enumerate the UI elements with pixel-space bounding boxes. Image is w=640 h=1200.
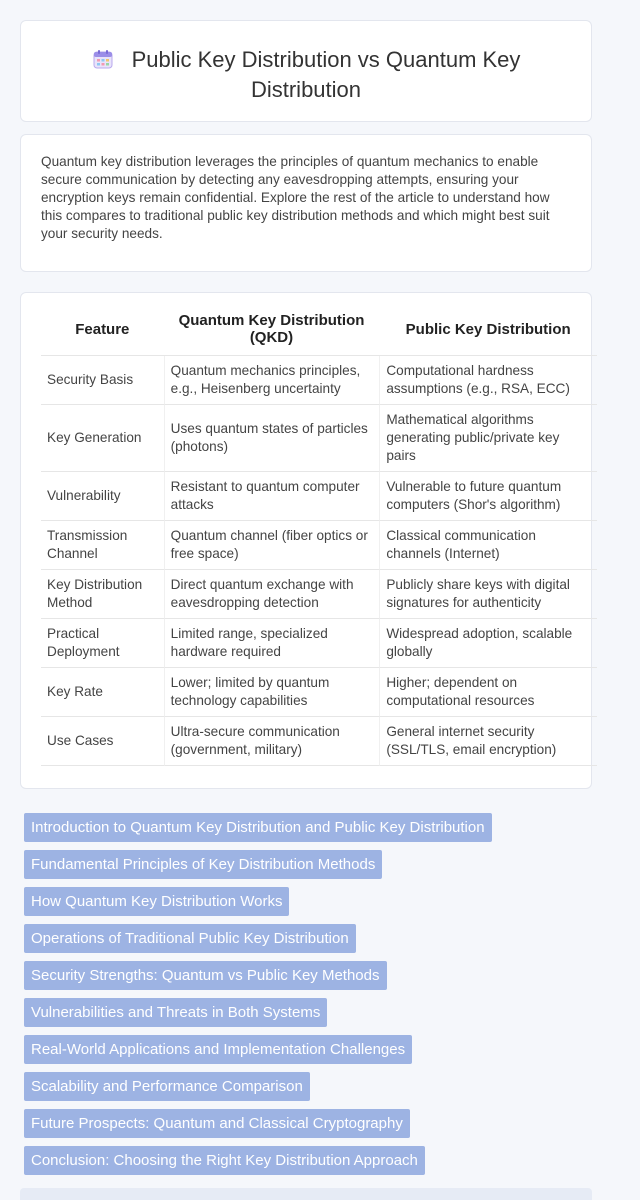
qkd-cell: Limited range, specialized hardware required — [164, 619, 380, 668]
header-pkd: Public Key Distribution — [379, 305, 597, 356]
header-qkd: Quantum Key Distribution (QKD) — [164, 305, 380, 356]
feature-cell: Use Cases — [41, 717, 164, 766]
qkd-cell: Quantum mechanics principles, e.g., Heisenberg uncertainty — [164, 356, 380, 405]
toc-link[interactable]: Security Strengths: Quantum vs Public Key Methods — [24, 961, 387, 990]
qkd-cell: Ultra-secure communication (government, military) — [164, 717, 380, 766]
title-card — [20, 20, 592, 122]
table-of-contents — [24, 813, 492, 1183]
pkd-cell: Mathematical algorithms generating public/private key pairs — [379, 405, 597, 472]
toc-link[interactable]: Future Prospects: Quantum and Classical Cryptography — [24, 1109, 410, 1138]
feature-cell: Key Generation — [41, 405, 164, 472]
table-row — [41, 356, 597, 405]
feature-cell: Vulnerability — [41, 472, 164, 521]
bottom-card-edge — [20, 1188, 592, 1200]
feature-cell: Security Basis — [41, 356, 164, 405]
pkd-cell: Higher; dependent on computational resources — [379, 668, 597, 717]
toc-link[interactable]: Real-World Applications and Implementation Challenges — [24, 1035, 412, 1064]
title-text: Public Key Distribution vs Quantum Key Distribution — [131, 47, 521, 102]
pkd-cell: Computational hardness assumptions (e.g., RSA, ECC) — [379, 356, 597, 405]
intro-text: Quantum key distribution leverages the principles of quantum mechanics to enable secure communication by detecting any eavesdropping attempts, ensuring your encryption keys remain confidential. Explore the rest of the article to understand how this compares to traditional public key distribution methods and which might best suit your security needs. — [41, 154, 550, 241]
table-row — [41, 570, 597, 619]
toc-link[interactable]: Introduction to Quantum Key Distribution and Public Key Distribution — [24, 813, 492, 842]
comparison-table — [41, 305, 597, 766]
qkd-cell: Quantum channel (fiber optics or free space) — [164, 521, 380, 570]
table-row — [41, 717, 597, 766]
table-row — [41, 521, 597, 570]
feature-cell: Key Rate — [41, 668, 164, 717]
intro-card — [20, 134, 592, 272]
toc-link[interactable]: Scalability and Performance Comparison — [24, 1072, 310, 1101]
feature-cell: Transmission Channel — [41, 521, 164, 570]
calendar-icon — [92, 48, 114, 70]
toc-link[interactable]: Operations of Traditional Public Key Distribution — [24, 924, 356, 953]
table-header-row — [41, 305, 597, 356]
qkd-cell: Direct quantum exchange with eavesdropping detection — [164, 570, 380, 619]
qkd-cell: Lower; limited by quantum technology capabilities — [164, 668, 380, 717]
toc-link[interactable]: Vulnerabilities and Threats in Both Systems — [24, 998, 327, 1027]
comparison-table-card — [20, 292, 592, 789]
page-title — [21, 45, 591, 105]
feature-cell: Key Distribution Method — [41, 570, 164, 619]
table-row — [41, 472, 597, 521]
table-row — [41, 668, 597, 717]
toc-link[interactable]: Fundamental Principles of Key Distribution Methods — [24, 850, 382, 879]
table-row — [41, 405, 597, 472]
pkd-cell: General internet security (SSL/TLS, email encryption) — [379, 717, 597, 766]
toc-link[interactable]: Conclusion: Choosing the Right Key Distribution Approach — [24, 1146, 425, 1175]
table-row — [41, 619, 597, 668]
toc-link[interactable]: How Quantum Key Distribution Works — [24, 887, 289, 916]
pkd-cell: Vulnerable to future quantum computers (Shor's algorithm) — [379, 472, 597, 521]
pkd-cell: Classical communication channels (Internet) — [379, 521, 597, 570]
header-feature: Feature — [41, 305, 164, 356]
pkd-cell: Widespread adoption, scalable globally — [379, 619, 597, 668]
pkd-cell: Publicly share keys with digital signatures for authenticity — [379, 570, 597, 619]
qkd-cell: Uses quantum states of particles (photons) — [164, 405, 380, 472]
qkd-cell: Resistant to quantum computer attacks — [164, 472, 380, 521]
feature-cell: Practical Deployment — [41, 619, 164, 668]
